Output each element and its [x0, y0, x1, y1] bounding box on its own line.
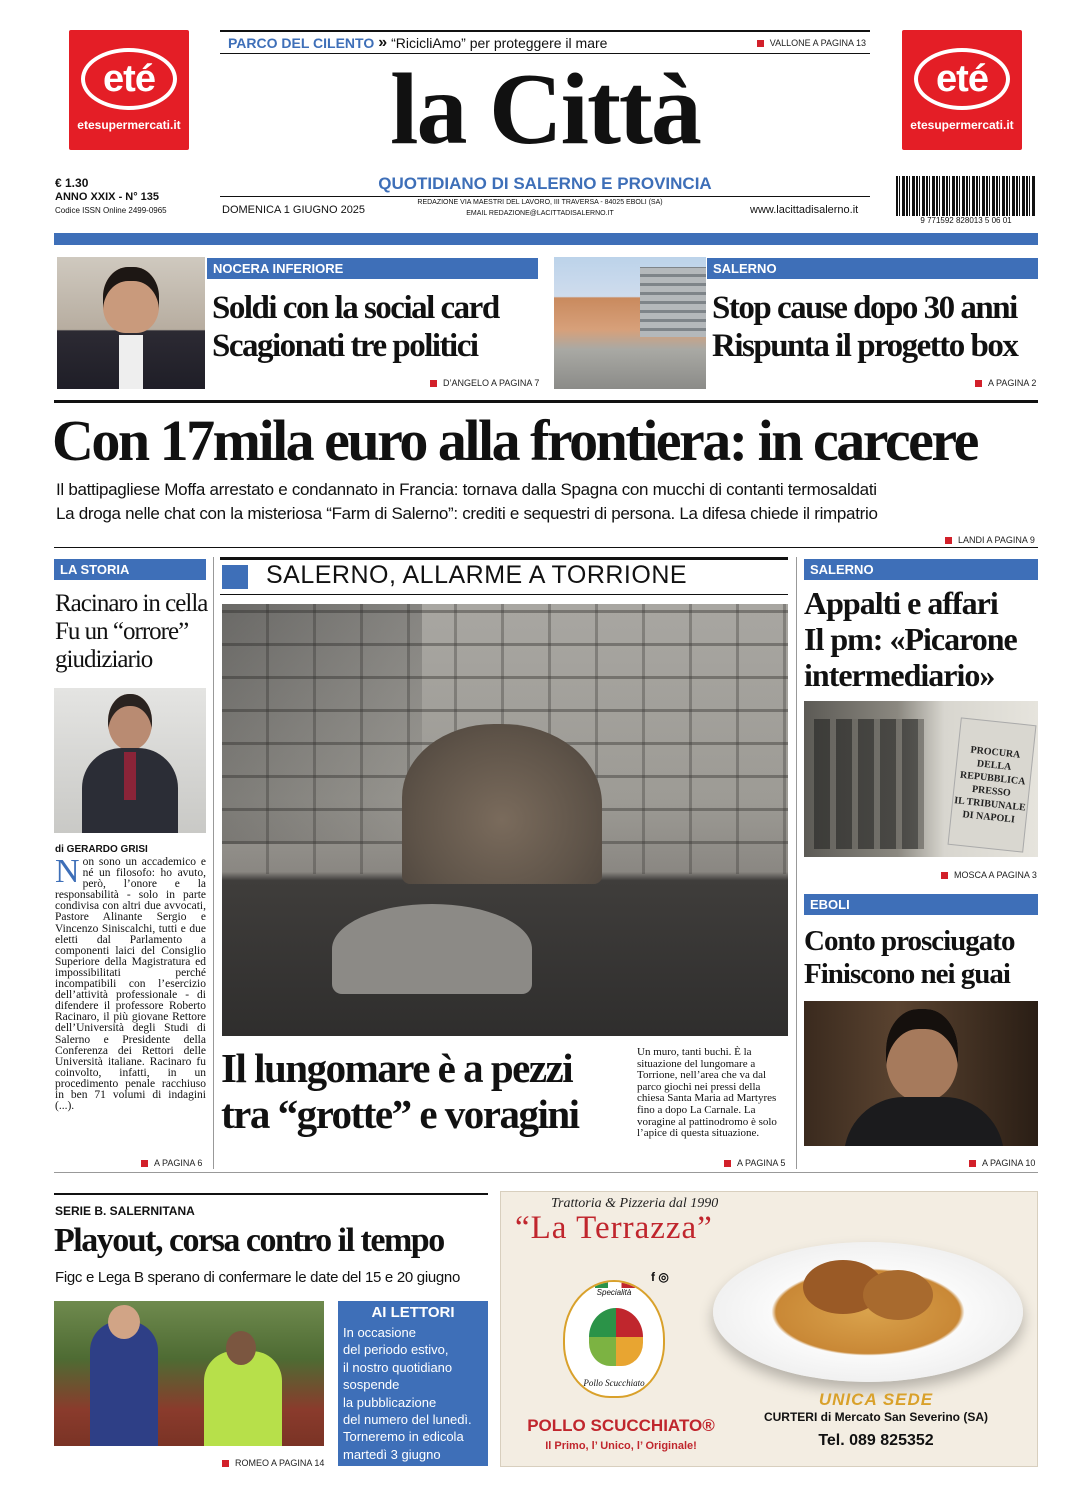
red-square-icon: [724, 1160, 731, 1167]
sport-rule: [54, 1193, 488, 1195]
windows-shape: [814, 719, 924, 849]
main-sub-1: Il battipagliese Moffa arrestato e condannato in Francia: tornava dalla Spagna con mucchi di contanti termosaldati: [56, 480, 877, 499]
ref-appalti[interactable]: MOSCA A PAGINA 3: [941, 870, 1037, 880]
notice-line: del periodo estivo,: [343, 1342, 449, 1358]
rooster-badge: [563, 1280, 665, 1398]
price: € 1.30: [55, 176, 89, 190]
wall-cavity: [402, 724, 602, 884]
main-story-rule: [54, 400, 1038, 403]
notice-line: martedì 3 giugno: [343, 1446, 441, 1462]
red-square-icon: [975, 380, 982, 387]
la-storia-headline-l3[interactable]: giudiziario: [55, 646, 153, 673]
appalti-headline-l2[interactable]: Il pm: «Picarone: [804, 621, 1017, 657]
ete-oval: eté: [81, 48, 177, 110]
appalti-headline-l3[interactable]: intermediario»: [804, 657, 995, 693]
la-storia-headline-l1[interactable]: Racinaro in cella: [55, 590, 208, 617]
section-rule: [54, 1172, 1038, 1173]
red-square-icon: [222, 1460, 229, 1467]
photo-politician[interactable]: [57, 257, 205, 389]
notice-title: AI LETTORI: [371, 1304, 455, 1321]
top-teaser-kicker: PARCO DEL CILENTO: [228, 34, 375, 51]
top-teaser-text: “RicicliAmo” per proteggere il mare: [391, 34, 608, 51]
badge-bottom-text: Pollo Scucchiato: [583, 1378, 645, 1388]
top-teaser-ref: VALLONE A PAGINA 13: [757, 38, 866, 48]
chicken-leg-shape: [863, 1270, 933, 1320]
column-divider: [796, 557, 797, 1169]
coach-shape: [90, 1321, 158, 1446]
website-link[interactable]: www.lacittadisalerno.it: [750, 204, 859, 216]
red-square-icon: [941, 872, 948, 879]
red-square-icon: [430, 380, 437, 387]
ad-unica: UNICA SEDE: [818, 1390, 934, 1409]
red-square-icon: [945, 537, 952, 544]
photo-procura[interactable]: [804, 701, 1038, 857]
procura-plaque: [948, 717, 1037, 852]
tie-shape: [124, 752, 136, 800]
notice-line: del numero del lunedì.: [343, 1412, 472, 1428]
notice-line: Torneremo in edicola: [343, 1429, 464, 1445]
photo-eboli-man[interactable]: [804, 1001, 1038, 1146]
center-body: Un muro, tanti buchi. È la situazione del lungomare a Torrione, nell’area che va dal parco giochi nei pressi della chiesa Santa Maria ad Martyres fino a dopo La Carnale. La voragine al pattinodromo è solo l’apice di questa situazione.: [637, 1046, 777, 1140]
ad-phone[interactable]: Tel. 089 825352: [818, 1432, 934, 1449]
player-shape: [204, 1351, 282, 1446]
red-square-icon: [141, 1160, 148, 1167]
masthead-rule: [54, 233, 1038, 245]
head-shape: [886, 1009, 958, 1101]
badge-top-text: Specialità: [596, 1288, 632, 1297]
main-sub-2: La droga nelle chat con la misteriosa “Farm di Salerno”: crediti e sequestri di persona. La difesa chiede il rimpatrio: [56, 504, 878, 523]
sport-kicker: SERIE B. SALERNITANA: [55, 1204, 195, 1218]
notice-line: la pubblicazione: [343, 1394, 437, 1410]
sport-sub: Figc e Lega B sperano di confermare le date del 15 e 20 giugno: [55, 1269, 461, 1286]
headline-salerno-top-l2[interactable]: Rispunta il progetto box: [712, 328, 1018, 364]
la-storia-body-text: on sono un accademico e né un filosofo: ho avuto, però, l’onore e la responsabilità - solo in parte condivisa con altri due avvocati, Pastore Alinante Sergio e Vincenzo Siniscalchi, tutti e due eletti dal Parlamento a componenti laici del Consiglio Superiore della Magistratura ed impossibilitati perché incompatibili con l’esercizio dell’attività professionale - di difendere il professore Roberto Racinaro, il più giovane Rettore dell’Università degli Studi di Salerno e Presidente della Conferenza dei Rettori delle Università italiane. Racinaro fu coinvolto, infatti, in un procedimento penale racchiuso in ben 71 volumi di indagini (...).: [55, 857, 206, 1113]
ete-url: etesupermercati.it: [910, 118, 1014, 132]
plaque-line: DI NAPOLI: [961, 809, 1016, 826]
shirt-shape: [119, 335, 143, 389]
wall-shadow: [222, 604, 422, 844]
ad-name: “La Terrazza”: [515, 1210, 713, 1246]
photo-racinaro[interactable]: [54, 688, 206, 833]
sport-headline[interactable]: Playout, corsa contro il tempo: [54, 1222, 444, 1259]
plaque-line: REPUBBLICA: [959, 769, 1026, 788]
dropcap: N: [55, 857, 80, 890]
ref-sport[interactable]: ROMEO A PAGINA 14: [222, 1458, 324, 1468]
rooster-icon: [589, 1308, 643, 1366]
address: REDAZIONE VIA MAESTRI DEL LAVORO, III TRAVERSA - 84025 EBOLI (SA): [417, 199, 663, 206]
center-section-title: SALERNO, ALLARME A TORRIONE: [266, 561, 688, 589]
ad-slogan: Il Primo, l’ Unico, l’ Originale!: [545, 1440, 697, 1452]
plaque-line: DELLA: [976, 758, 1012, 773]
column-divider: [213, 557, 214, 1169]
kicker-salerno-top: SALERNO: [707, 258, 1038, 279]
ref-nocera[interactable]: D’ANGELO A PAGINA 7: [430, 378, 539, 388]
ad-brand: POLLO SCUCCHIATO®: [527, 1416, 715, 1435]
issue-number: ANNO XXIX - N° 135: [55, 191, 160, 203]
center-headline-l1[interactable]: Il lungomare è a pezzi: [221, 1045, 573, 1091]
jacket-shape: [844, 1097, 1004, 1146]
kicker-nocera: NOCERA INFERIORE: [207, 258, 538, 279]
building-shape: [640, 267, 706, 337]
center-headline-l2[interactable]: tra “grotte” e voragini: [221, 1091, 579, 1137]
appalti-headline-l1[interactable]: Appalti e affari: [804, 585, 998, 621]
plate-image: [713, 1242, 1023, 1382]
barcode: [896, 176, 1036, 216]
social-icons[interactable]: f ◎: [651, 1270, 669, 1284]
issue-date: DOMENICA 1 GIUGNO 2025: [222, 204, 366, 216]
notice-line: sospende: [343, 1377, 400, 1393]
eboli-headline-l1[interactable]: Conto prosciugato: [804, 925, 1015, 957]
main-headline[interactable]: Con 17mila euro alla frontiera: in carcere: [52, 408, 977, 473]
ad-tagline: Trattoria & Pizzeria dal 1990: [551, 1196, 719, 1211]
barcode-number: 9 771592 828013 5 06 01: [896, 216, 1036, 225]
masthead-subtitle: QUOTIDIANO DI SALERNO E PROVINCIA: [378, 174, 712, 193]
head-shape: [103, 267, 159, 333]
notice-line: In occasione: [343, 1325, 416, 1340]
issn: Codice ISSN Online 2499-0965: [55, 206, 167, 215]
plaque-line: IL TRIBUNALE: [953, 795, 1027, 814]
photo-training[interactable]: [54, 1301, 324, 1446]
ref-center[interactable]: A PAGINA 5: [724, 1158, 785, 1168]
notice-line: il nostro quotidiano: [343, 1359, 453, 1375]
coach-head: [108, 1305, 140, 1339]
ad-la-terrazza[interactable]: [500, 1191, 1038, 1467]
masthead-title: la Città: [390, 53, 700, 166]
kicker-eboli: EBOLI: [804, 894, 1038, 915]
head-shape: [108, 694, 152, 750]
photo-seawall[interactable]: [222, 604, 788, 1036]
ref-main[interactable]: LANDI A PAGINA 9: [945, 535, 1035, 545]
kicker-salerno-appalti: SALERNO: [804, 559, 1038, 580]
double-chevron-icon: »: [378, 33, 388, 51]
ad-address: CURTERI di Mercato San Severino (SA): [763, 1410, 989, 1424]
plaque-line: PRESSO: [971, 783, 1012, 799]
rubble-pile: [332, 904, 532, 994]
red-square-icon: [969, 1160, 976, 1167]
headline-nocera-l2[interactable]: Scagionati tre politici: [212, 328, 478, 364]
ref-salerno-top[interactable]: A PAGINA 2: [975, 378, 1036, 388]
eboli-headline-l2[interactable]: Finiscono nei guai: [804, 958, 1010, 990]
email: EMAIL REDAZIONE@LACITTADISALERNO.IT: [466, 210, 614, 217]
ete-url: etesupermercati.it: [77, 118, 181, 132]
ref-la-storia[interactable]: A PAGINA 6: [141, 1158, 202, 1168]
headline-salerno-top-l1[interactable]: Stop cause dopo 30 anni: [712, 290, 1017, 326]
notice-text: [343, 1324, 488, 1463]
ete-logo-left[interactable]: [69, 30, 189, 150]
ete-logo-right[interactable]: [902, 30, 1022, 150]
la-storia-byline: di GERARDO GRISI: [55, 844, 148, 855]
blue-square-icon: [222, 565, 248, 589]
photo-street[interactable]: [554, 257, 706, 389]
la-storia-headline-l2[interactable]: Fu un “orrore”: [55, 618, 189, 645]
red-square-icon: [757, 40, 764, 47]
headline-nocera-l1[interactable]: Soldi con la social card: [212, 290, 499, 326]
ref-eboli[interactable]: A PAGINA 10: [969, 1158, 1035, 1168]
ete-oval: eté: [914, 48, 1010, 110]
italian-flag-icon: [595, 1282, 635, 1288]
player-head: [226, 1331, 256, 1365]
la-storia-body: [55, 857, 206, 1147]
plaque-line: PROCURA: [969, 744, 1021, 761]
main-story-rule-bottom: [54, 547, 1038, 548]
kicker-la-storia: LA STORIA: [54, 559, 206, 580]
